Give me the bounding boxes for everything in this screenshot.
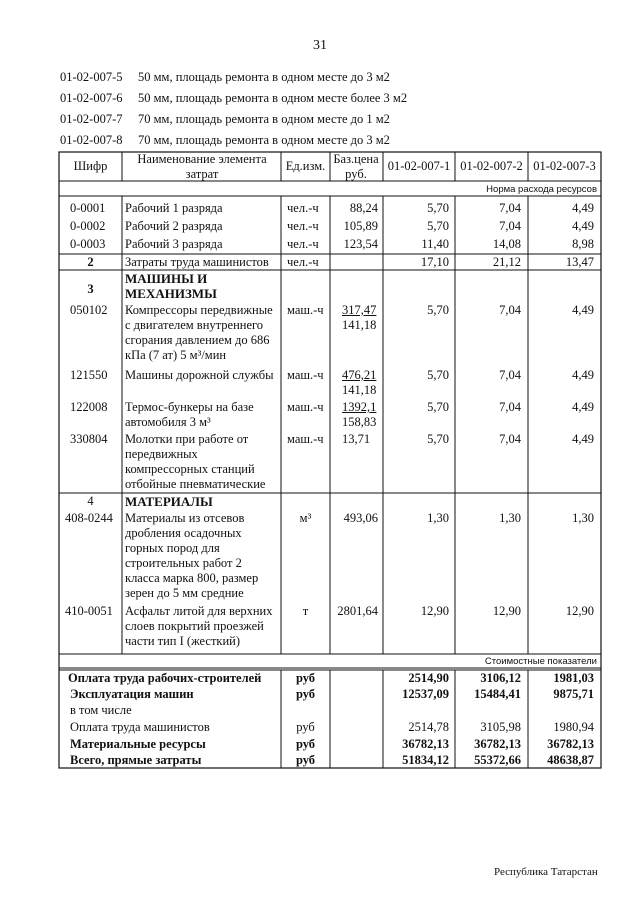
section-code-machines: 3 — [87, 282, 94, 296]
header-line-1 — [60, 70, 390, 85]
row-v1: 1,30 — [427, 511, 449, 525]
row-v2: 7,04 — [499, 368, 521, 382]
col-header-v1: 01-02-007-1 — [387, 159, 451, 173]
row-name: Рабочий 2 разряда — [125, 219, 223, 233]
row-unit: м³ — [299, 511, 312, 525]
cost-v3: 36782,13 — [547, 737, 594, 751]
col-header-price: Баз.цена руб. — [333, 152, 379, 181]
row-unit: маш.-ч — [287, 368, 324, 382]
row-name: Рабочий 1 разряда — [125, 201, 223, 215]
row-name: Асфальт литой для верхних слоев покрытий проезжей части тип I (жесткий) — [125, 604, 273, 648]
col-header-unit: Ед.изм. — [285, 159, 326, 173]
row-price: 88,24 — [349, 201, 378, 215]
cost-v2: 55372,66 — [474, 753, 521, 767]
row-unit: чел.-ч — [287, 255, 319, 269]
header-code: 01-02-007-8 — [60, 133, 123, 147]
row-unit: чел.-ч — [287, 219, 319, 233]
header-text: 50 мм, площадь ремонта в одном месте более 3 м2 — [138, 91, 408, 105]
row-unit: т — [302, 604, 309, 618]
row-v2: 1,30 — [499, 511, 521, 525]
row-price: 493,06 — [343, 511, 378, 525]
row-price: 13,71 — [342, 432, 371, 446]
row-v2: 7,04 — [499, 303, 521, 317]
cost-v2: 3106,12 — [480, 671, 521, 685]
cost-name: Эксплуатация машин — [70, 687, 194, 701]
row-v3: 4,49 — [572, 303, 594, 317]
row-code: 121550 — [70, 368, 108, 382]
cost-v3: 1981,03 — [553, 671, 594, 685]
page-number: 31 — [313, 38, 327, 53]
row-v3: 13,47 — [565, 255, 594, 269]
header-line-4 — [60, 133, 390, 148]
cost-v2: 3105,98 — [480, 720, 521, 734]
row-v3: 4,49 — [572, 432, 594, 446]
row-unit: маш.-ч — [287, 303, 324, 317]
row-code: 2 — [87, 255, 94, 269]
row-name: Машины дорожной службы — [125, 368, 274, 382]
row-price-secondary: 141,18 — [342, 383, 377, 397]
cost-unit: руб — [295, 671, 316, 685]
section-title-materials: МАТЕРИАЛЫ — [125, 494, 213, 509]
row-v1: 5,70 — [427, 432, 449, 446]
cost-name: Оплата труда машинистов — [70, 720, 210, 734]
col-header-v2: 01-02-007-2 — [460, 159, 523, 173]
cost-v3: 1980,94 — [553, 720, 594, 734]
row-v1: 5,70 — [427, 219, 449, 233]
cost-unit: руб — [295, 687, 316, 701]
row-v1: 5,70 — [427, 368, 449, 382]
row-code: 050102 — [70, 303, 108, 317]
row-code: 410-0051 — [65, 604, 113, 618]
cost-v1: 36782,13 — [402, 737, 449, 751]
row-code: 330804 — [70, 432, 108, 446]
cost-name: Оплата труда рабочих-строителей — [68, 671, 262, 685]
row-name: Компрессоры передвижные с двигателем внутреннего сгорания давлением до 686 кПа (7 ат) 5 м³/мин — [125, 303, 273, 362]
header-text: 70 мм, площадь ремонта в одном месте до 1 м2 — [138, 112, 390, 126]
cost-v3: 9875,71 — [553, 687, 594, 701]
header-text: 50 мм, площадь ремонта в одном месте до 3 м2 — [138, 70, 390, 84]
row-price: 476,21 — [342, 368, 377, 382]
row-code: 0-0002 — [70, 219, 106, 233]
row-price: 1392,1 — [342, 400, 377, 414]
cost-unit: руб — [296, 720, 315, 734]
col-header-code: Шифр — [73, 159, 108, 173]
row-v3: 1,30 — [572, 511, 594, 525]
row-price: 2801,64 — [337, 604, 378, 618]
row-price: 123,54 — [343, 237, 378, 251]
row-price: 317,47 — [342, 303, 377, 317]
row-v3: 4,49 — [572, 400, 594, 414]
footer-region: Республика Татарстан — [494, 866, 598, 878]
row-name: Материалы из отсевов дробления осадочных горных пород для строительных работ 2 класса марка 800, размер зерен до 5 мм средние — [125, 511, 259, 600]
col-header-name: Наименование элемента затрат — [137, 152, 267, 181]
section-title-machines: МАШИНЫ И МЕХАНИЗМЫ — [125, 271, 217, 301]
row-v1: 5,70 — [427, 201, 449, 215]
cost-unit: руб — [295, 737, 316, 751]
row-code: 408-0244 — [65, 511, 113, 525]
row-v1: 12,90 — [420, 604, 449, 618]
row-v2: 7,04 — [499, 400, 521, 414]
cost-v2: 15484,41 — [474, 687, 521, 701]
header-line-3 — [60, 112, 390, 127]
header-code: 01-02-007-7 — [60, 112, 123, 126]
row-v1: 5,70 — [427, 400, 449, 414]
cost-name: Всего, прямые затраты — [70, 753, 202, 767]
row-price: 105,89 — [343, 219, 378, 233]
col-header-v3: 01-02-007-3 — [533, 159, 596, 173]
row-v1: 17,10 — [420, 255, 449, 269]
row-name: Молотки при работе от передвижных компрессорных станций отбойные пневматические — [125, 432, 266, 491]
cost-unit: руб — [295, 753, 316, 767]
row-v3: 4,49 — [572, 201, 594, 215]
row-v3: 12,90 — [565, 604, 594, 618]
row-price-secondary: 158,83 — [342, 415, 377, 429]
row-name: Рабочий 3 разряда — [125, 237, 223, 251]
row-code: 0-0001 — [70, 201, 106, 215]
header-code: 01-02-007-6 — [60, 91, 123, 105]
header-text: 70 мм, площадь ремонта в одном месте до 3 м2 — [138, 133, 390, 147]
row-v2: 14,08 — [492, 237, 521, 251]
cost-v1: 2514,90 — [408, 671, 449, 685]
row-code: 122008 — [70, 400, 108, 414]
row-v2: 21,12 — [492, 255, 521, 269]
row-v1: 11,40 — [421, 237, 449, 251]
row-unit: маш.-ч — [287, 432, 324, 446]
row-price-secondary: 141,18 — [342, 318, 377, 332]
row-v2: 7,04 — [499, 201, 521, 215]
row-v3: 4,49 — [572, 219, 594, 233]
row-v2: 7,04 — [499, 219, 521, 233]
row-name: Затраты труда машинистов — [125, 255, 269, 269]
row-v2: 7,04 — [499, 432, 521, 446]
section-label-norm: Норма расхода ресурсов — [486, 184, 597, 195]
row-v3: 4,49 — [572, 368, 594, 382]
header-code: 01-02-007-5 — [60, 70, 123, 84]
header-line-2 — [60, 91, 407, 106]
cost-v1: 12537,09 — [402, 687, 449, 701]
row-v1: 5,70 — [427, 303, 449, 317]
row-unit: чел.-ч — [287, 201, 319, 215]
cost-v1: 51834,12 — [402, 753, 449, 767]
cost-v3: 48638,87 — [547, 753, 594, 767]
row-name: Термос-бункеры на базе автомобиля 3 м³ — [125, 400, 254, 429]
cost-name: Материальные ресурсы — [70, 737, 206, 751]
row-unit: маш.-ч — [287, 400, 324, 414]
section-label-cost: Стоимостные показатели — [484, 656, 597, 667]
cost-v2: 36782,13 — [474, 737, 521, 751]
cost-v1: 2514,78 — [408, 720, 449, 734]
row-v3: 8,98 — [572, 237, 594, 251]
row-unit: чел.-ч — [287, 237, 319, 251]
cost-subheading: в том числе — [70, 703, 132, 717]
row-code: 0-0003 — [70, 237, 106, 251]
section-code-materials: 4 — [87, 494, 94, 508]
row-v2: 12,90 — [492, 604, 521, 618]
